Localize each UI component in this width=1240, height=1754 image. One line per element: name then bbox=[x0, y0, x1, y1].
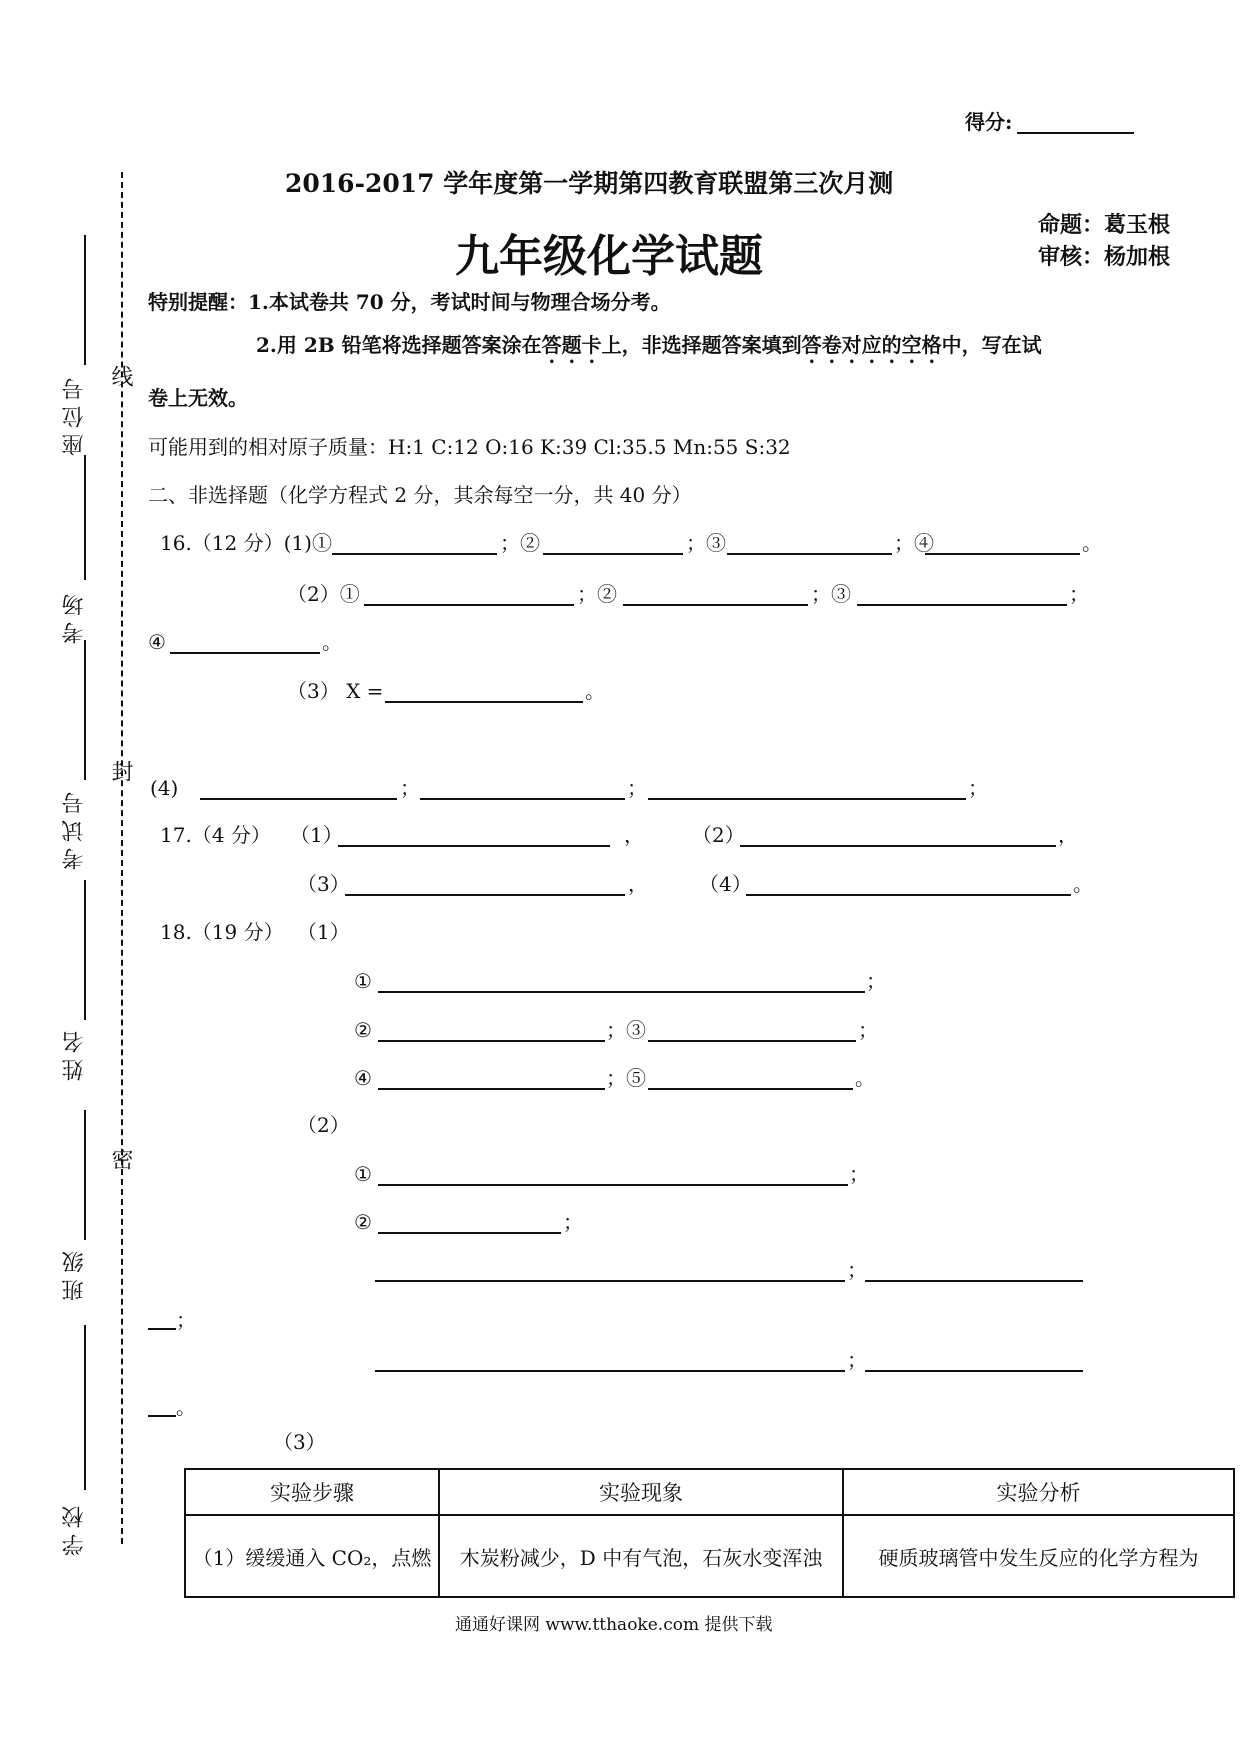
q18-1-semi-1: ； bbox=[866, 969, 886, 993]
q18-1-blank-3[interactable] bbox=[648, 1040, 856, 1042]
page-title: 九年级化学试题 bbox=[455, 231, 763, 282]
q18-2-blank-1[interactable] bbox=[378, 1184, 848, 1186]
q16-2-semi: ； bbox=[1069, 582, 1089, 606]
q16-2-blank-2[interactable] bbox=[623, 604, 808, 606]
q18-p2: （2） bbox=[297, 1113, 350, 1137]
exam-no-label: 考试号 bbox=[62, 786, 87, 870]
q16-2-c2: ；② bbox=[577, 582, 617, 606]
table-header-row bbox=[185, 1469, 1234, 1515]
q16-2-blank-1[interactable] bbox=[364, 604, 574, 606]
q18-1-c3: ；③ bbox=[606, 1018, 646, 1042]
q18-2-semi-3: ； bbox=[847, 1258, 867, 1282]
q18-2-blank-4[interactable] bbox=[865, 1280, 1083, 1282]
q18-1-c1: ① bbox=[354, 969, 372, 993]
seat-line[interactable] bbox=[84, 235, 86, 365]
notice-item-2d: 答卷对应的空格 bbox=[801, 333, 942, 357]
q18-1-semi-3: ； bbox=[858, 1018, 878, 1042]
q16-1-blank-2[interactable] bbox=[543, 553, 683, 555]
exam-no-line[interactable] bbox=[84, 640, 86, 780]
q17-label: 17.（4 分） bbox=[160, 823, 271, 847]
q17-blank-2[interactable] bbox=[740, 845, 1056, 847]
q16-4-blank-1[interactable] bbox=[200, 798, 397, 800]
notice-label: 特别提醒： bbox=[148, 290, 248, 314]
q16-label: 16.（12 分）(1)① bbox=[160, 531, 332, 555]
q17-p4: （4） bbox=[699, 872, 752, 896]
q18-2-c2: ② bbox=[354, 1210, 372, 1234]
q18-2-semi-2: ； bbox=[563, 1210, 583, 1234]
notice-line-1 bbox=[148, 292, 671, 312]
seal-mi: 密 bbox=[108, 1148, 133, 1176]
q16-1-c4: ；④ bbox=[894, 531, 934, 555]
class-label: 班级 bbox=[62, 1245, 87, 1301]
q16-4-semi-1: ； bbox=[400, 776, 420, 800]
q17-blank-1[interactable] bbox=[338, 845, 610, 847]
q18-label: 18.（19 分） bbox=[160, 920, 284, 944]
q16-2-end: 。 bbox=[322, 630, 342, 654]
q18-2-semi-4: ； bbox=[176, 1308, 196, 1332]
q17-comma-2: ， bbox=[1058, 823, 1078, 847]
q18-2-end: 。 bbox=[176, 1395, 196, 1419]
q16-4-label: (4) bbox=[150, 776, 179, 800]
q16-4-semi-3: ； bbox=[968, 776, 988, 800]
q17-p1: （1） bbox=[290, 823, 343, 847]
notice-item-1: 1.本试卷共 70 分，考试时间与物理合场分考。 bbox=[248, 290, 671, 314]
notice-line-2 bbox=[256, 333, 1042, 368]
author: 命题：葛玉根 bbox=[1038, 212, 1171, 238]
q18-2-blank-3[interactable] bbox=[375, 1280, 845, 1282]
score-label: 得分: bbox=[965, 110, 1013, 134]
q16-1-blank-1[interactable] bbox=[332, 553, 497, 555]
atomic-masses: 可能用到的相对原子质量：H:1 C:12 O:16 K:39 Cl:35.5 Mn:55 S:32 bbox=[148, 435, 791, 459]
q16-2-label: （2）① bbox=[287, 582, 360, 606]
name-line[interactable] bbox=[84, 880, 86, 1020]
experiment-table bbox=[184, 1468, 1235, 1598]
q18-1-blank-4[interactable] bbox=[378, 1088, 605, 1090]
q18-2-blank-4-cont[interactable] bbox=[148, 1328, 176, 1330]
q18-2-blank-5[interactable] bbox=[375, 1370, 845, 1372]
q17-p3: （3） bbox=[297, 872, 350, 896]
q18-2-c1: ① bbox=[354, 1162, 372, 1186]
q18-2-blank-2[interactable] bbox=[378, 1232, 561, 1234]
q17-blank-3[interactable] bbox=[345, 894, 625, 896]
footer: 通通好课网 www.tthaoke.com 提供下载 bbox=[455, 1615, 773, 1635]
q18-2-semi-5: ； bbox=[847, 1348, 867, 1372]
q16-2-c3: ；③ bbox=[811, 582, 851, 606]
q16-3-end: 。 bbox=[585, 679, 605, 703]
class-line[interactable] bbox=[84, 1110, 86, 1240]
q18-2-blank-6-cont[interactable] bbox=[148, 1415, 176, 1417]
seal-feng: 封 bbox=[108, 760, 133, 788]
q17-p2: （2） bbox=[692, 823, 745, 847]
table-cell: （1）缓缓通入 CO₂，点燃 bbox=[185, 1515, 439, 1597]
q16-1-c2: ；② bbox=[500, 531, 540, 555]
q17-end: 。 bbox=[1073, 872, 1093, 896]
q16-4-blank-3[interactable] bbox=[648, 798, 966, 800]
q18-1-blank-2[interactable] bbox=[378, 1040, 605, 1042]
name-label: 姓名 bbox=[62, 1025, 87, 1081]
exam-heading: 2016-2017 学年度第一学期第四教育联盟第三次月测 bbox=[285, 169, 894, 198]
table-row bbox=[185, 1515, 1234, 1597]
q18-2-semi-1: ； bbox=[849, 1162, 869, 1186]
q16-1-blank-4[interactable] bbox=[925, 553, 1080, 555]
q17-comma-3: ， bbox=[628, 872, 648, 896]
room-label: 考场 bbox=[62, 588, 87, 644]
seat-label: 座位号 bbox=[62, 372, 87, 456]
school-label: 学校 bbox=[62, 1500, 87, 1556]
notice-line-3: 卷上无效。 bbox=[148, 386, 248, 410]
q17-comma-1: ， bbox=[624, 823, 644, 847]
table-header: 实验分析 bbox=[843, 1469, 1234, 1515]
q18-p3: （3） bbox=[273, 1430, 326, 1454]
table-header: 实验现象 bbox=[439, 1469, 843, 1515]
q16-3-label: （3） X = bbox=[287, 679, 384, 703]
seal-xian: 线 bbox=[108, 365, 133, 393]
room-line[interactable] bbox=[84, 455, 86, 580]
reviewer: 审核：杨加根 bbox=[1038, 244, 1171, 270]
q17-blank-4[interactable] bbox=[746, 894, 1071, 896]
q16-1-c3: ；③ bbox=[686, 531, 726, 555]
section-two-heading: 二、非选择题（化学方程式 2 分，其余每空一分，共 40 分） bbox=[148, 483, 692, 507]
q16-1-end: 。 bbox=[1082, 531, 1102, 555]
q16-2-blank-4[interactable] bbox=[170, 652, 320, 654]
table-cell: 木炭粉减少，D 中有气泡，石灰水变浑浊 bbox=[439, 1515, 843, 1597]
notice-item-2b: 答题卡 bbox=[541, 333, 602, 357]
score-blank[interactable] bbox=[1017, 132, 1134, 134]
q18-1-end: 。 bbox=[855, 1066, 875, 1090]
notice-item-2e: 中，写在试 bbox=[941, 333, 1042, 357]
table-cell[interactable]: 硬质玻璃管中发生反应的化学方程为 bbox=[843, 1515, 1234, 1597]
q16-4-semi-2: ； bbox=[627, 776, 647, 800]
q18-1-blank-1[interactable] bbox=[378, 991, 865, 993]
table-header: 实验步骤 bbox=[185, 1469, 439, 1515]
q18-1-c2: ② bbox=[354, 1018, 372, 1042]
q16-3-blank[interactable] bbox=[385, 701, 583, 703]
q16-2-blank-3[interactable] bbox=[857, 604, 1067, 606]
q18-1-c5: ；⑤ bbox=[606, 1066, 646, 1090]
q16-1-blank-3[interactable] bbox=[727, 553, 892, 555]
school-line[interactable] bbox=[84, 1325, 86, 1490]
q18-p1: （1） bbox=[297, 920, 350, 944]
q16-2-c4: ④ bbox=[148, 630, 166, 654]
notice-item-2a: 2.用 2B 铅笔将选择题答案涂在 bbox=[256, 333, 542, 357]
notice-item-2c: 上，非选择题答案填到 bbox=[601, 333, 802, 357]
q18-1-blank-5[interactable] bbox=[648, 1088, 853, 1090]
q18-1-c4: ④ bbox=[354, 1066, 372, 1090]
q16-4-blank-2[interactable] bbox=[420, 798, 625, 800]
q18-2-blank-6[interactable] bbox=[865, 1370, 1083, 1372]
